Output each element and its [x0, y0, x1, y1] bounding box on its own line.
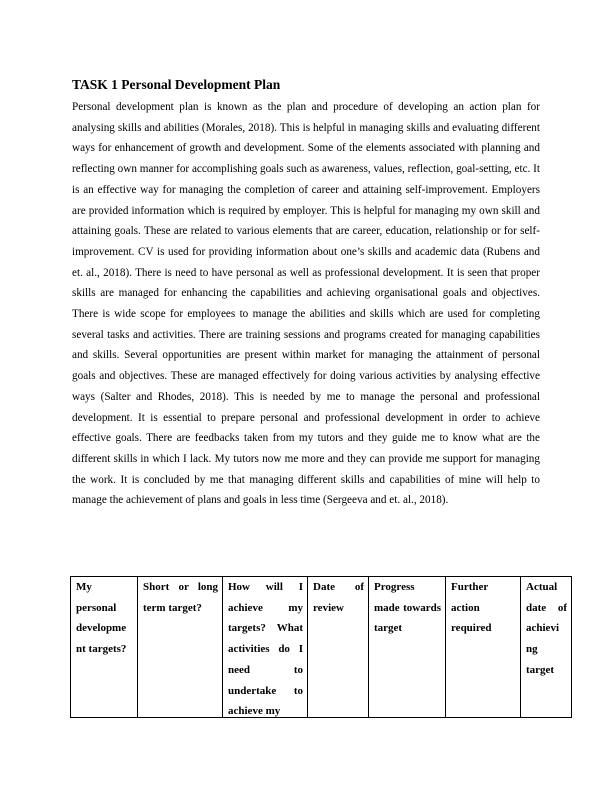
header-cell-further-action: Further action required	[446, 577, 521, 718]
header-cell-review-date: Date of review	[308, 577, 369, 718]
body-paragraph: Personal development plan is known as the plan and procedure of developing an action plan for analysing skills and abilities (Morales, 2018). This is helpful in managing skills and evaluating different ways for enhancement of growth and development. Some of the elements associated with planning and reflecting own manner for accomplishing goals such as awareness, values, reflection, goal-setting, etc. It is an effective way for managing the completion of career and attaining self-improvement. Employers are provided information which is required by employer. This is helpful for managing my own skill and attaining goals. These are related to various elements that are career, education, relationship or for self-improvement. CV is used for providing information about one’s skills and academic data (Rubens and et. al., 2018). There is need to have personal as well as professional development. It is seen that proper skills are managed for enhancing the capabilities and achieving organisational goals and objectives. There is wide scope for employees to manage the abilities and skills which are used for completing several tasks and activities. There are training sessions and programs created for managing capabilities and skills. Several opportunities are present within market for managing the attainment of personal goals and objectives. These are managed effectively for doing various activities by analysing effective ways (Salter and Rhodes, 2018). This is needed by me to manage the personal and professional development. It is essential to prepare personal and professional development in order to achieve effective goals. There are feedbacks taken from my tutors and they guide me to know what are the different skills in which I lack. My tutors now me more and they can provide me support for managing the work. It is concluded by me that managing different skills and capabilities of mine will help to manage the achievement of plans and goals in less time (Sergeeva and et. al., 2018).	[72, 101, 540, 507]
header-cell-actual-date: Actual date of achievi ng target	[521, 577, 572, 718]
development-plan-table	[70, 576, 572, 718]
header-cell-term: Short or long term target?	[138, 577, 223, 718]
header-cell-targets: My personal developme nt targets?	[71, 577, 138, 718]
section-heading: TASK 1 Personal Development Plan	[72, 77, 281, 92]
header-cell-progress: Progress made towards target	[369, 577, 446, 718]
header-cell-activities: How will I achieve my targets? What activities do I need to undertake to achieve my	[223, 577, 308, 718]
table-header-row	[71, 577, 572, 718]
